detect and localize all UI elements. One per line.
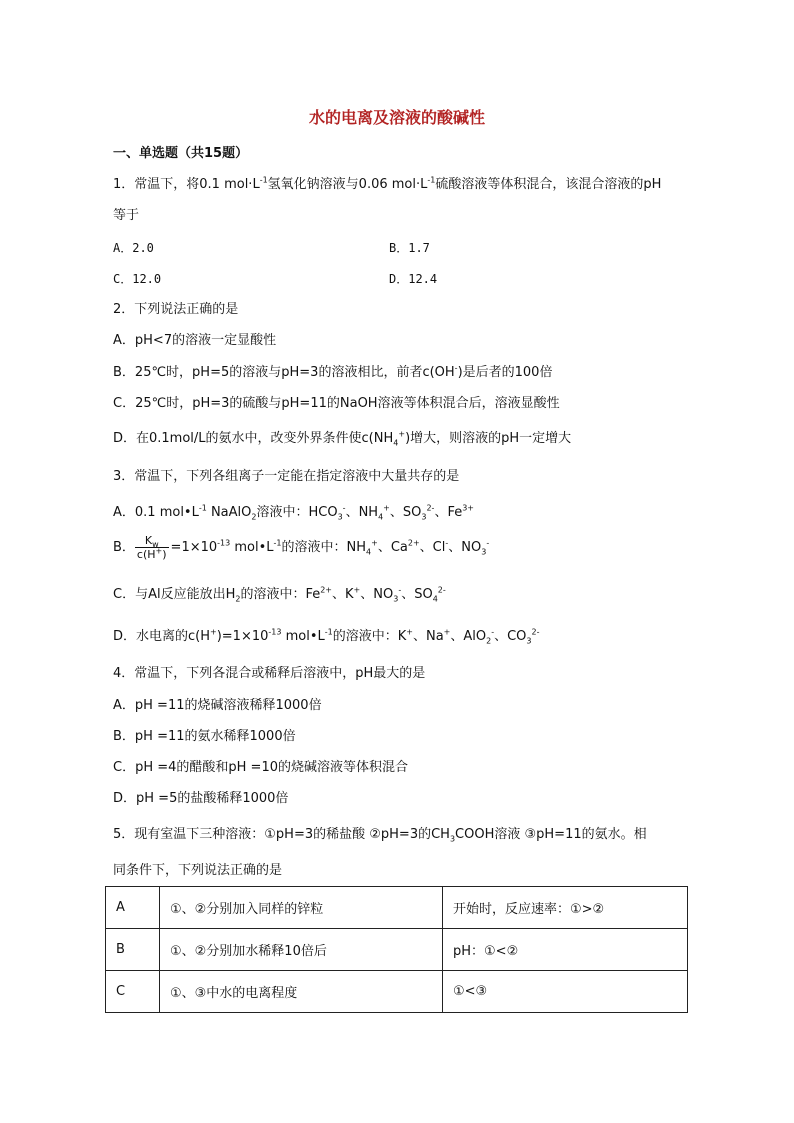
row-label: C <box>106 971 160 1013</box>
q4-option-c: C．pH =4的醋酸和pH =10的烧碱溶液等体积混合 <box>113 760 408 775</box>
row-label: A <box>106 887 160 929</box>
row-result: pH：①<② <box>443 929 688 971</box>
section-heading: 一、单选题（共15题） <box>113 146 249 161</box>
q2-option-a: A．pH<7的溶液一定显酸性 <box>113 333 277 348</box>
kw-fraction: $\frac{K_w}{c(H^+)}$ <box>136 534 167 561</box>
row-result: ①<③ <box>443 971 688 1013</box>
q1-stem-line1: 1．常温下，将0.1 $mol\cdot L^{-1}$氢氧化钠溶液与0.06 $mol\cdot L^{-1}$硫酸溶液等体积混合，该混合溶液的pH <box>113 175 662 192</box>
table-row <box>106 887 688 929</box>
q5-options-table <box>105 886 688 1013</box>
q4-stem: 4．常温下，下列各混合或稀释后溶液中，pH最大的是 <box>113 666 426 681</box>
q1-stem-line2: 等于 <box>113 208 140 223</box>
row-result: 开始时，反应速率：①>② <box>443 887 688 929</box>
q2-option-b: B．25℃时，pH=5的溶液与pH=3的溶液相比，前者c(OH-)是后者的100倍 <box>113 363 553 380</box>
q3-stem: 3．常温下，下列各组离子一定能在指定溶液中大量共存的是 <box>113 469 460 484</box>
row-condition: ①、③中水的电离程度 <box>160 971 443 1013</box>
q3-option-c: C．与Al反应能放出$H_2$的溶液中：$Fe^{2+}$、K+、$NO_3^-$、$SO_4^{2-}$ <box>113 585 446 604</box>
q3-option-b: B． $\frac{K_w}{c(H^+)}$ $=1\times 10^{-13}$ $mol•L^{-1}$的溶液中：$NH_4^+$、$Ca^{2+}$、Cl-、$NO_3^-$ <box>113 534 490 561</box>
q3-option-a: A．0.1 $mol•L^{-1}$ NaAlO$_2$溶液中：$HCO_3^-$、$NH_4^+$、$SO_3^{2-}$、$Fe^{3+}$ <box>113 503 475 522</box>
q4-option-a: A．pH =11的烧碱溶液稀释1000倍 <box>113 698 322 713</box>
q5-stem-line2: 同条件下，下列说法正确的是 <box>113 863 283 878</box>
row-condition: ①、②分别加入同样的锌粒 <box>160 887 443 929</box>
q1-option-b: B．1.7 <box>389 241 430 255</box>
q2-option-d: D．在0.1mol/L的氨水中，改变外界条件使$c(NH_4^+)$增大，则溶液的pH一定增大 <box>113 429 572 448</box>
q2-stem: 2．下列说法正确的是 <box>113 302 239 317</box>
document-title: 水的电离及溶液的酸碱性 <box>308 108 485 127</box>
q4-option-b: B．pH =11的氨水稀释1000倍 <box>113 729 296 744</box>
q1-option-a: A．2.0 <box>113 241 154 255</box>
q1-option-d: D．12.4 <box>389 272 438 286</box>
row-label: B <box>106 929 160 971</box>
q3-option-d: D．水电离的$c(H^+)=1\times 10^{-13}$ $mol•L^{-1}$的溶液中：K+、Na+、AlO$_2$-、$CO_3^{2-}$ <box>113 627 540 646</box>
row-condition: ①、②分别加水稀释10倍后 <box>160 929 443 971</box>
q4-option-d: D．pH =5的盐酸稀释1000倍 <box>113 791 289 806</box>
table-row <box>106 929 688 971</box>
q1-option-c: C．12.0 <box>113 272 162 286</box>
q2-option-c: C．25℃时，pH=3的硫酸与pH=11的NaOH溶液等体积混合后，溶液显酸性 <box>113 396 560 411</box>
q5-stem-line1: 5．现有室温下三种溶液：①pH=3的稀盐酸 ②pH=3的$CH_3COOH$溶液 ③pH=11的氨水。相 <box>113 827 647 844</box>
table-row <box>106 971 688 1013</box>
